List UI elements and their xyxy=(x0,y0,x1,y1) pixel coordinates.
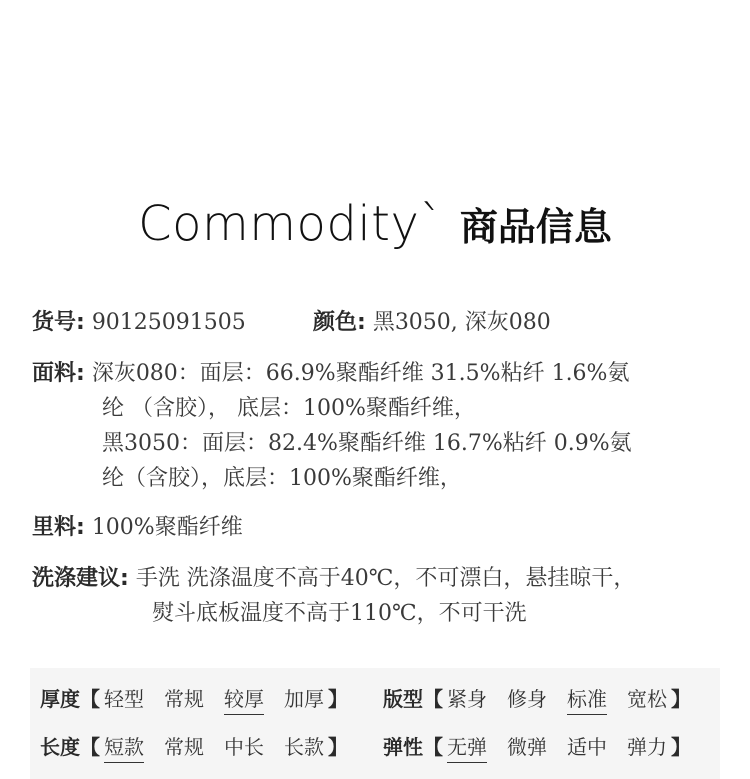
attribute-label: 厚度 xyxy=(40,687,80,711)
attribute-option: 弹力 xyxy=(627,735,667,759)
attribute-option: 微弹 xyxy=(507,735,547,759)
fabric-line: 纶 （含胶）， 底层：100%聚酯纤维， xyxy=(102,396,476,421)
attribute-option-selected: 标准 xyxy=(567,684,607,715)
bracket-open: 【 xyxy=(80,735,100,759)
bracket-open: 【 xyxy=(80,687,100,711)
lining-value: 100%聚酯纤维 xyxy=(91,515,243,540)
attr-thickness xyxy=(40,681,348,717)
attribute-option: 中长 xyxy=(224,735,264,759)
color-label: 颜色: xyxy=(313,310,366,335)
attr-length xyxy=(40,729,348,765)
bracket-close: 】 xyxy=(328,735,348,759)
bracket-open: 【 xyxy=(423,687,443,711)
attribute-label: 弹性 xyxy=(383,735,423,759)
attribute-label: 版型 xyxy=(383,687,423,711)
attribute-option: 宽松 xyxy=(627,687,667,711)
bracket-close: 】 xyxy=(671,687,691,711)
wash-line: 熨斗底板温度不高于110℃，不可干洗 xyxy=(152,601,527,626)
wash-label: 洗涤建议: xyxy=(32,566,129,591)
fabric-label: 面料: xyxy=(32,361,85,386)
attribute-option: 常规 xyxy=(164,735,204,759)
attribute-option: 紧身 xyxy=(447,687,487,711)
title-english: Commodity` xyxy=(138,196,444,252)
wash-row xyxy=(32,561,635,631)
attribute-option: 加厚 xyxy=(284,687,324,711)
attribute-panel xyxy=(30,668,720,779)
fabric-line: 黑3050：面层：82.4%聚酯纤维 16.7%粘纤 0.9%氨 xyxy=(102,431,632,456)
attribute-option-selected: 短款 xyxy=(104,732,144,763)
fabric-line: 深灰080：面层：66.9%聚酯纤维 31.5%粘纤 1.6%氨 xyxy=(91,361,630,386)
wash-line: 手洗 洗涤温度不高于40℃，不可漂白，悬挂晾干， xyxy=(135,566,636,591)
attribute-option: 常规 xyxy=(164,687,204,711)
sku-value: 90125091505 xyxy=(91,310,246,335)
attr-elasticity xyxy=(383,729,691,765)
attribute-option: 轻型 xyxy=(104,687,144,711)
attribute-option: 适中 xyxy=(567,735,607,759)
lining-row xyxy=(32,510,243,545)
sku-label: 货号: xyxy=(32,310,85,335)
attribute-label: 长度 xyxy=(40,735,80,759)
attribute-option: 长款 xyxy=(284,735,324,759)
bracket-open: 【 xyxy=(423,735,443,759)
title-chinese: 商品信息 xyxy=(459,205,612,249)
attr-fit xyxy=(383,681,691,717)
bracket-close: 】 xyxy=(671,735,691,759)
color-block xyxy=(313,305,551,340)
attribute-option-selected: 较厚 xyxy=(224,684,264,715)
lining-label: 里料: xyxy=(32,515,85,540)
fabric-line: 纶（含胶），底层：100%聚酯纤维， xyxy=(102,466,462,491)
section-title xyxy=(0,196,750,252)
sku-row xyxy=(32,305,551,340)
fabric-row xyxy=(32,356,632,496)
attribute-option: 修身 xyxy=(507,687,547,711)
bracket-close: 】 xyxy=(328,687,348,711)
attribute-option-selected: 无弹 xyxy=(447,732,487,763)
color-value: 黑3050, 深灰080 xyxy=(372,310,551,335)
